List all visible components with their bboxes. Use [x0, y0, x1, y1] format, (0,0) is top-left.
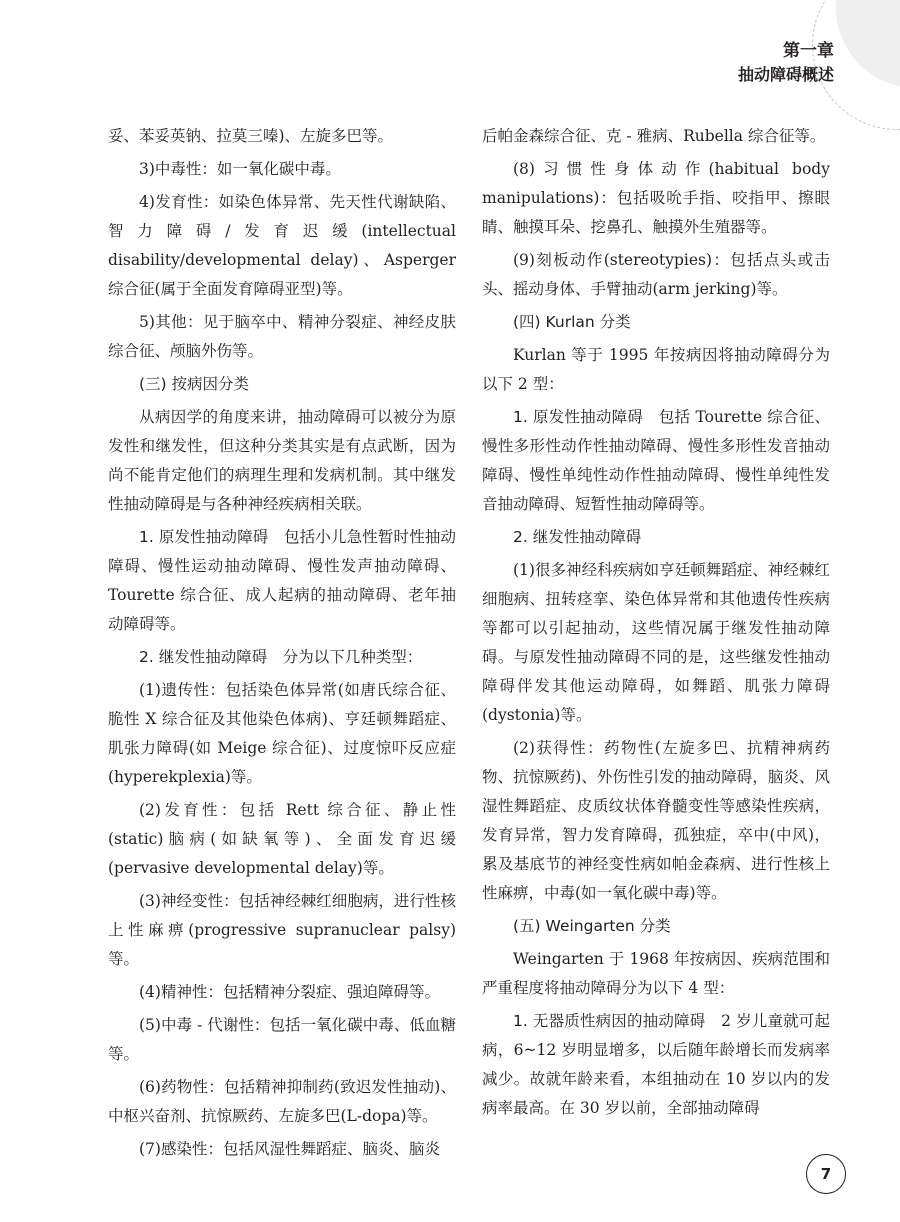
paragraph — [108, 1073, 456, 1131]
paragraph-text: (9)刻板动作(stereotypies)：包括点头或击头、摇动身体、手臂抽动(arm jerking)等。 — [482, 251, 830, 298]
paragraph-text: 分为以下几种类型： — [282, 648, 423, 666]
paragraph-text: (2)发育性：包括 Rett 综合征、静止性(static)脑病(如缺氧等)、全面发育迟缓(pervasive developmental delay)等。 — [108, 801, 456, 877]
paragraph — [108, 978, 456, 1007]
section-heading-text: (五) Weingarten 分类 — [513, 917, 671, 935]
paragraph-text: Kurlan 等于 1995 年按病因将抽动障碍分为以下 2 型： — [482, 346, 830, 393]
paragraph — [108, 155, 456, 184]
paragraph-lead-heading: 1. 原发性抽动障碍 — [513, 408, 644, 426]
paragraph — [108, 1135, 456, 1164]
paragraph — [108, 643, 456, 672]
paragraph — [482, 155, 830, 242]
paragraph-text: 包括 Tourette 综合征、慢性多形性动作性抽动障碍、慢性多形性发音抽动障碍、慢性单纯性动作性抽动障碍、慢性单纯性发音抽动障碍、短暂性抽动障碍等。 — [482, 408, 830, 513]
paragraph — [108, 403, 456, 519]
paragraph — [108, 796, 456, 883]
paragraph-text: (2)获得性：药物性(左旋多巴、抗精神病药物、抗惊厥药)、外伤性引发的抽动障碍，脑炎、风湿性舞蹈症、皮质纹状体脊髓变性等感染性疾病，发育异常，智力发育障碍，孤独症，卒中(中风)，累及基底节的神经变性病如帕金森病、进行性核上性麻痹，中毒(如一氧化碳中毒)等。 — [482, 739, 830, 902]
right-column — [482, 122, 830, 1123]
paragraph — [108, 523, 456, 639]
paragraph-lead-heading: 2. 继发性抽动障碍 — [139, 648, 268, 666]
running-header-title: 抽动障碍概述 — [737, 65, 834, 84]
paragraph — [108, 188, 456, 304]
paragraph-text: (1)很多神经科疾病如亨廷顿舞蹈症、神经棘红细胞病、扭转痉挛、染色体异常和其他遗传性疾病等都可以引起抽动，这些情况属于继发性抽动障碍。与原发性抽动障碍不同的是，这些继发性抽动障碍伴发其他运动障碍，如舞蹈、肌张力障碍(dystonia)等。 — [482, 561, 830, 724]
paragraph-text: (5)中毒 - 代谢性：包括一氧化碳中毒、低血糖等。 — [108, 1016, 456, 1063]
paragraph-text: 从病因学的角度来讲，抽动障碍可以被分为原发性和继发性，但这种分类其实是有点武断，因为尚不能肯定他们的病理生理和发病机制。其中继发性抽动障碍是与各种神经疾病相关联。 — [108, 408, 456, 513]
paragraph-text: (4)精神性：包括精神分裂症、强迫障碍等。 — [139, 983, 440, 1001]
paragraph-lead-heading: 1. 无器质性病因的抽动障碍 — [513, 1012, 706, 1030]
section-heading — [482, 308, 830, 337]
paragraph-text: (7)感染性：包括风湿性舞蹈症、脑炎、脑炎 — [139, 1140, 440, 1158]
paragraph — [482, 246, 830, 304]
paragraph-text: 3)中毒性：如一氧化碳中毒。 — [139, 160, 341, 178]
paragraph-text: Weingarten 于 1968 年按病因、疾病范围和严重程度将抽动障碍分为以下 4 型： — [482, 950, 830, 997]
paragraph-text: 包括小儿急性暂时性抽动障碍、慢性运动抽动障碍、慢性发声抽动障碍、Tourette 综合征、成人起病的抽动障碍、老年抽动障碍等。 — [108, 528, 456, 633]
section-heading-text: (四) Kurlan 分类 — [513, 313, 631, 331]
paragraph — [108, 887, 456, 974]
section-heading-text: (三) 按病因分类 — [139, 375, 250, 393]
paragraph-text: 妥、苯妥英钠、拉莫三嗪)、左旋多巴等。 — [108, 127, 394, 145]
paragraph — [482, 556, 830, 730]
paragraph-text: 5)其他：见于脑卒中、精神分裂症、神经皮肤综合征、颅脑外伤等。 — [108, 313, 456, 360]
paragraph-text: 4)发育性：如染色体异常、先天性代谢缺陷、智力障碍/发育迟缓(intellectual disability/developmental delay)、Asperger 综合征(属于全面发育障碍亚型)等。 — [108, 193, 456, 298]
paragraph — [482, 341, 830, 399]
paragraph — [108, 122, 456, 151]
section-heading-text: 2. 继发性抽动障碍 — [513, 528, 642, 546]
paragraph — [108, 676, 456, 792]
paragraph — [482, 1007, 830, 1123]
paragraph-text: (3)神经变性：包括神经棘红细胞病，进行性核上性麻痹(progressive supranuclear palsy)等。 — [108, 892, 456, 968]
paragraph-text: 2 岁儿童就可起病，6~12 岁明显增多，以后随年龄增长而发病率减少。故就年龄来看，本组抽动在 10 岁以内的发病率最高。在 30 岁以前，全部抽动障碍 — [482, 1012, 830, 1117]
paragraph — [482, 403, 830, 519]
paragraph — [108, 308, 456, 366]
paragraph-text: (1)遗传性：包括染色体异常(如唐氏综合征、脆性 X 综合征及其他染色体病)、亨廷顿舞蹈症、肌张力障碍(如 Meige 综合征)、过度惊吓反应症(hyperekplexia)等。 — [108, 681, 456, 786]
section-heading — [482, 523, 830, 552]
paragraph-text: 后帕金森综合征、克 - 雅病、Rubella 综合征等。 — [482, 127, 826, 145]
section-heading — [108, 370, 456, 399]
paragraph — [482, 945, 830, 1003]
paragraph-lead-heading: 1. 原发性抽动障碍 — [139, 528, 269, 546]
paragraph — [482, 734, 830, 908]
page-number: 7 — [806, 1154, 846, 1194]
paragraph — [482, 122, 830, 151]
paragraph-text: (8)习惯性身体动作(habitual body manipulations)：包括吸吮手指、咬指甲、擦眼睛、触摸耳朵、挖鼻孔、触摸外生殖器等。 — [482, 160, 830, 236]
paragraph — [108, 1011, 456, 1069]
paragraph-text: (6)药物性：包括精神抑制药(致迟发性抽动)、中枢兴奋剂、抗惊厥药、左旋多巴(L-dopa)等。 — [108, 1078, 456, 1125]
section-heading — [482, 912, 830, 941]
running-header-chapter: 第一章 — [783, 41, 834, 61]
left-column — [108, 122, 456, 1164]
